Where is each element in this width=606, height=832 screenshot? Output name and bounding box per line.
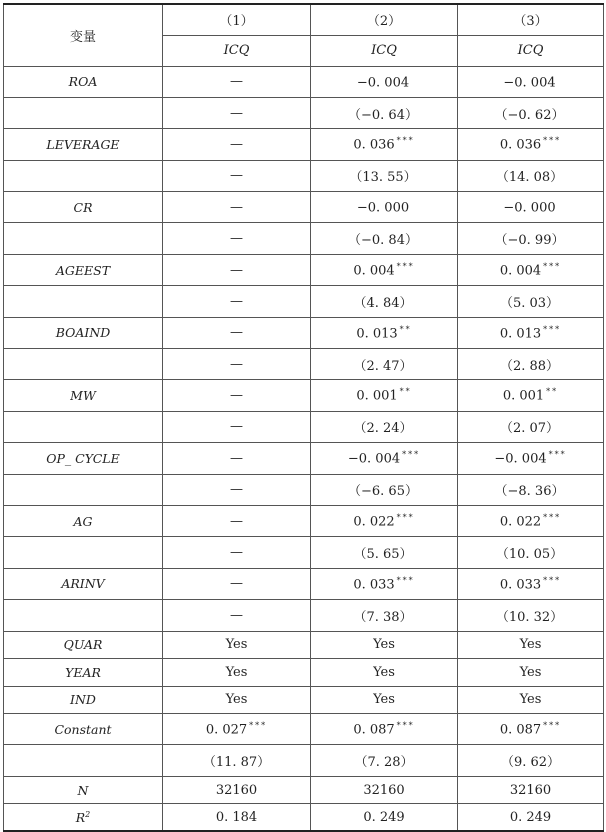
coefficient-value: 0. 027 [205, 722, 248, 738]
t-statistic-row [4, 97, 604, 128]
coefficient-value: 0. 013 [356, 325, 398, 341]
cell-col-3 [458, 474, 604, 505]
cell-col-1: — [163, 160, 311, 191]
coefficient-row [4, 568, 604, 599]
coefficient-value: 0. 022 [499, 514, 542, 530]
cell-col-2: Yes [311, 659, 458, 687]
cell-col-3 [458, 66, 604, 97]
significance-stars: *** [548, 450, 567, 460]
cell-col-2 [311, 443, 458, 474]
cell-col-2 [311, 223, 458, 254]
cell-col-1 [163, 714, 311, 745]
significance-stars: *** [543, 136, 562, 146]
coefficient-value: （2. 24） [353, 421, 413, 437]
coefficient-value: 0. 036 [353, 137, 395, 153]
variable-name [4, 286, 163, 317]
cell-col-3 [458, 714, 604, 745]
cell-col-2 [311, 474, 458, 505]
cell-col-3: Yes [458, 659, 604, 687]
coefficient-row [4, 317, 604, 348]
cell-col-1: — [163, 537, 311, 568]
variable-name [4, 804, 163, 832]
coefficient-value: （−0. 99） [494, 233, 565, 249]
cell-col-2 [311, 97, 458, 128]
coefficient-value: 0. 033 [353, 577, 395, 593]
coefficient-value: 0. 033 [499, 577, 542, 593]
cell-col-2 [311, 505, 458, 536]
cell-col-2: Yes [311, 631, 458, 659]
control-row [4, 659, 604, 687]
cell-col-3 [458, 223, 604, 254]
significance-stars: ** [399, 324, 412, 334]
coefficient-value: （2. 47） [353, 358, 413, 374]
cell-col-3 [458, 380, 604, 411]
coefficient-row [4, 505, 604, 536]
variable-name [4, 160, 163, 191]
coefficient-value: 0. 036 [499, 137, 542, 153]
variable-name: AG [4, 505, 163, 536]
coefficient-row [4, 129, 604, 160]
cell-col-2 [311, 192, 458, 223]
coefficient-value: （10. 32） [495, 609, 564, 625]
t-statistic-row [4, 411, 604, 442]
coefficient-value: （7. 38） [353, 609, 413, 625]
coefficient-value: 0. 022 [353, 514, 395, 530]
cell-col-1: — [163, 380, 311, 411]
cell-col-3: （9. 62） [458, 745, 604, 776]
cell-col-2 [311, 568, 458, 599]
variable-name: ARINV [4, 568, 163, 599]
cell-col-3 [458, 286, 604, 317]
significance-stars: *** [396, 261, 415, 271]
variable-name [4, 600, 163, 631]
cell-col-2: Yes [311, 686, 458, 714]
r-squared-row [4, 804, 604, 832]
t-statistic-row [4, 474, 604, 505]
variable-name: BOAIND [4, 317, 163, 348]
cell-col-2 [311, 160, 458, 191]
coefficient-value: 0. 087 [353, 722, 395, 738]
cell-col-1: — [163, 66, 311, 97]
coefficient-value: 0. 087 [499, 722, 542, 738]
cell-col-1: — [163, 505, 311, 536]
significance-stars: *** [543, 324, 562, 334]
cell-col-3 [458, 537, 604, 568]
significance-stars: *** [396, 136, 415, 146]
coefficient-row [4, 443, 604, 474]
variable-name: ROA [4, 66, 163, 97]
coefficient-value: 0. 004 [353, 263, 395, 279]
coefficient-value: 0. 004 [499, 263, 542, 279]
significance-stars: *** [396, 513, 415, 522]
variable-name [4, 223, 163, 254]
coefficient-value: −0. 004 [356, 74, 410, 90]
variable-name: QUAR [4, 631, 163, 659]
cell-col-3 [458, 317, 604, 348]
cell-col-3 [458, 600, 604, 631]
cell-col-1: Yes [163, 659, 311, 687]
coefficient-value: −0. 004 [503, 74, 556, 90]
cell-col-1: — [163, 129, 311, 160]
cell-col-2 [311, 537, 458, 568]
cell-col-1: — [163, 474, 311, 505]
coefficient-row [4, 66, 604, 97]
significance-stars: *** [402, 450, 421, 460]
control-row [4, 686, 604, 714]
coefficient-value: （5. 65） [353, 547, 413, 563]
cell-col-3 [458, 160, 604, 191]
significance-stars: *** [543, 575, 562, 585]
cell-col-2 [311, 317, 458, 348]
coefficient-value: （4. 84） [353, 295, 413, 311]
t-statistic-row [4, 286, 604, 317]
variable-name: AGEEST [4, 254, 163, 285]
cell-col-3 [458, 192, 604, 223]
cell-col-2 [311, 254, 458, 285]
cell-col-2 [311, 286, 458, 317]
observations-row [4, 776, 604, 804]
cell-col-1: （11. 87） [163, 745, 311, 776]
variable-name: OP_ CYCLE [4, 443, 163, 474]
coefficient-row [4, 254, 604, 285]
cell-col-3: Yes [458, 631, 604, 659]
cell-col-3: 32160 [458, 776, 604, 804]
cell-col-1: — [163, 317, 311, 348]
r-squared-superscript: 2 [85, 809, 91, 819]
dependent-variable-1: ICQ [163, 35, 311, 66]
cell-col-1: — [163, 443, 311, 474]
significance-stars: *** [543, 513, 562, 522]
cell-col-3 [458, 254, 604, 285]
variable-name [4, 537, 163, 568]
constant-t-row [4, 745, 604, 776]
cell-col-1: — [163, 192, 311, 223]
coefficient-value: （−0. 64） [348, 107, 418, 123]
cell-col-1: — [163, 600, 311, 631]
variable-header: 变量 [4, 4, 163, 66]
cell-col-2: 32160 [311, 776, 458, 804]
cell-col-1: — [163, 568, 311, 599]
variable-name: IND [4, 686, 163, 714]
variable-name: LEVERAGE [4, 129, 163, 160]
coefficient-value: 0. 013 [499, 325, 542, 341]
variable-name: CR [4, 192, 163, 223]
coefficient-value: （2. 88） [499, 358, 560, 374]
coefficient-value: （10. 05） [495, 547, 564, 563]
dependent-variable-2: ICQ [311, 35, 458, 66]
coefficient-row [4, 380, 604, 411]
cell-col-3 [458, 568, 604, 599]
cell-col-1: Yes [163, 686, 311, 714]
significance-stars: ** [546, 387, 559, 397]
cell-col-2 [311, 411, 458, 442]
regression-table [3, 3, 604, 832]
cell-col-1: — [163, 223, 311, 254]
cell-col-1: — [163, 411, 311, 442]
cell-col-2 [311, 66, 458, 97]
variable-name [4, 349, 163, 380]
significance-stars: *** [249, 721, 268, 731]
variable-name [4, 474, 163, 505]
constant-row [4, 714, 604, 745]
cell-col-2 [311, 380, 458, 411]
cell-col-1: — [163, 97, 311, 128]
significance-stars: *** [543, 721, 562, 731]
t-statistic-row [4, 160, 604, 191]
coefficient-value: （5. 03） [499, 295, 560, 311]
coefficient-value: 0. 001 [356, 388, 398, 404]
column-header-1: （1） [163, 4, 311, 35]
cell-col-1: — [163, 254, 311, 285]
significance-stars: *** [396, 575, 415, 585]
variable-name: YEAR [4, 659, 163, 687]
coefficient-value: −0. 000 [503, 200, 556, 216]
footer-rows [4, 631, 604, 831]
r-squared-label: R [75, 809, 86, 825]
coefficient-value: （−0. 62） [494, 107, 565, 123]
cell-col-1: Yes [163, 631, 311, 659]
cell-col-3 [458, 505, 604, 536]
variable-name [4, 97, 163, 128]
coefficient-value: −0. 000 [356, 200, 410, 216]
cell-col-3 [458, 411, 604, 442]
cell-col-3 [458, 443, 604, 474]
variable-name [4, 411, 163, 442]
t-statistic-row [4, 537, 604, 568]
cell-col-1: — [163, 286, 311, 317]
cell-col-3: Yes [458, 686, 604, 714]
variable-name [4, 745, 163, 776]
variable-name: Constant [4, 714, 163, 745]
column-header-2: （2） [311, 4, 458, 35]
coefficient-value: −0. 004 [347, 451, 401, 467]
cell-col-1: 0. 184 [163, 804, 311, 832]
coefficient-value: （13. 55） [349, 170, 417, 186]
control-row [4, 631, 604, 659]
significance-stars: *** [543, 261, 562, 271]
cell-col-3: 0. 249 [458, 804, 604, 832]
cell-col-2 [311, 600, 458, 631]
coefficient-value: （−0. 84） [348, 233, 418, 249]
cell-col-1: — [163, 349, 311, 380]
coefficient-value: 0. 001 [502, 388, 545, 404]
cell-col-3 [458, 97, 604, 128]
variable-name: MW [4, 380, 163, 411]
cell-col-1: 32160 [163, 776, 311, 804]
cell-col-2 [311, 129, 458, 160]
column-header-3: （3） [458, 4, 604, 35]
t-statistic-row [4, 223, 604, 254]
cell-col-2: 0. 249 [311, 804, 458, 832]
variable-name: N [4, 776, 163, 804]
cell-col-2: （7. 28） [311, 745, 458, 776]
cell-col-3 [458, 129, 604, 160]
t-statistic-row [4, 600, 604, 631]
header-row-columns [4, 4, 604, 35]
coefficient-value: （−6. 65） [348, 484, 418, 500]
coefficient-value: −0. 004 [494, 451, 547, 467]
dependent-variable-3: ICQ [458, 35, 604, 66]
coefficient-rows [4, 66, 604, 631]
t-statistic-row [4, 349, 604, 380]
significance-stars: *** [396, 721, 415, 731]
cell-col-2 [311, 349, 458, 380]
coefficient-value: （2. 07） [499, 421, 560, 437]
coefficient-row [4, 192, 604, 223]
coefficient-value: （14. 08） [495, 170, 564, 186]
significance-stars: ** [399, 387, 412, 397]
cell-col-2 [311, 714, 458, 745]
coefficient-value: （−8. 36） [494, 484, 565, 500]
cell-col-3 [458, 349, 604, 380]
